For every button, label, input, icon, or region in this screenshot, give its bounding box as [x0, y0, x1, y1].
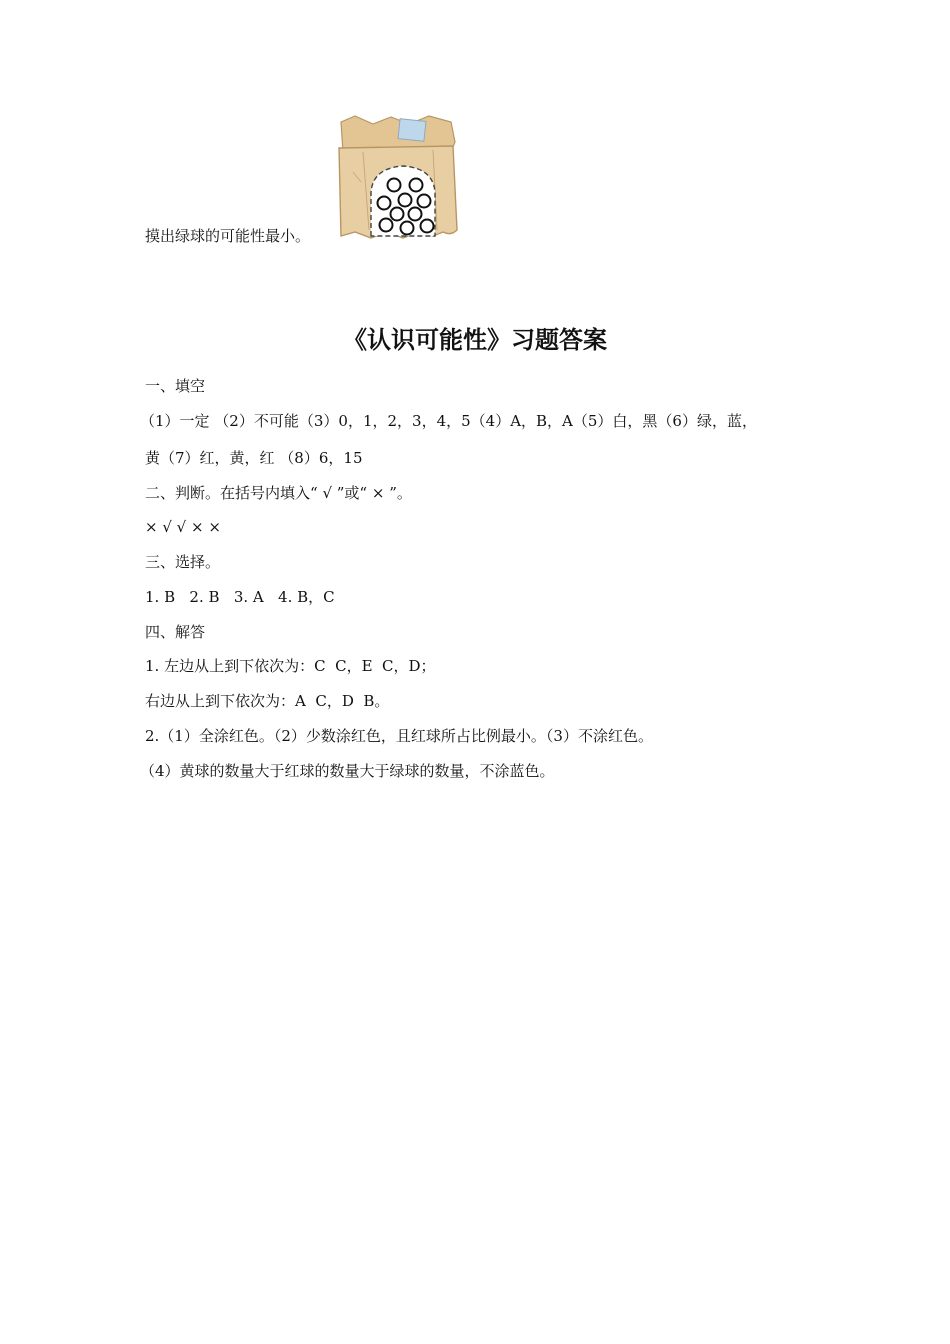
section-solve-heading: 四、解答: [145, 623, 206, 641]
solve-answer-line-1: 1. 左边从上到下依次为：C C，E C，D；: [145, 657, 436, 675]
choice-answers: 1. B 2. B 3. A 4. B，C: [145, 588, 335, 606]
section-judge-heading: 二、判断。在括号内填入“ √ ”或“ × ”。: [145, 484, 412, 502]
paper-bag-illustration: [333, 112, 463, 242]
solve-answer-line-3: 2.（1）全涂红色。（2）少数涂红色，且红球所占比例最小。（3）不涂红色。: [145, 727, 653, 745]
judge-answers: × √ √ × ×: [145, 518, 221, 536]
solve-answer-line-2: 右边从上到下依次为：A C，D B。: [145, 692, 390, 710]
page-title: 《认识可能性》习题答案: [343, 326, 607, 354]
section-fill-heading: 一、填空: [145, 377, 206, 395]
fill-answers-line-1: （1）一定 （2）不可能（3）0，1，2，3，4，5（4）A，B，A（5）白，黑（6）绿，蓝，: [140, 412, 757, 430]
fill-answers-line-2: 黄（7）红，黄，红 （8）6，15: [145, 449, 363, 467]
section-choice-heading: 三、选择。: [145, 553, 221, 571]
top-caption: 摸出绿球的可能性最小。: [145, 227, 311, 245]
solve-answer-line-4: （4）黄球的数量大于红球的数量大于绿球的数量，不涂蓝色。: [140, 762, 555, 780]
